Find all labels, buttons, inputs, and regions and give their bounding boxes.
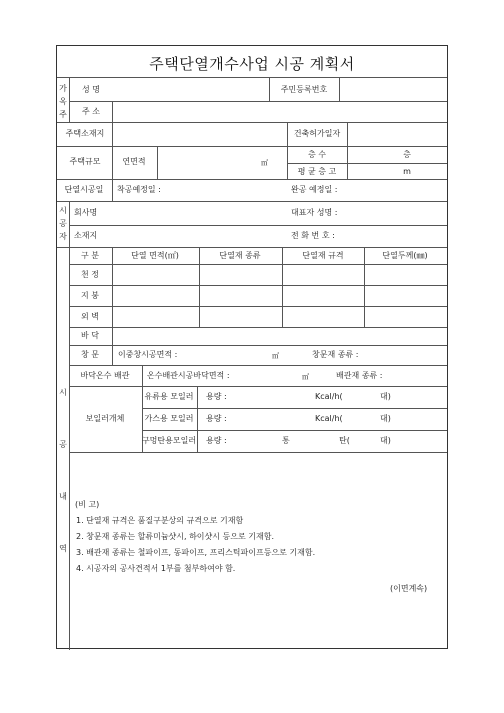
row-divider bbox=[57, 146, 447, 147]
gas-boiler-unit: Kcal/h( bbox=[315, 414, 343, 423]
boiler-label: 보일러개체 bbox=[85, 414, 125, 423]
coal-boiler-extra: 탄( bbox=[339, 436, 350, 445]
header-category: 구 분 bbox=[81, 251, 99, 260]
row-divider bbox=[69, 452, 447, 453]
ceo-label: 대표자 성명 : bbox=[291, 208, 338, 217]
row-divider bbox=[57, 122, 447, 123]
header-insulation-area: 단열 면적(㎡) bbox=[131, 251, 179, 260]
row-divider bbox=[69, 345, 447, 346]
row-divider bbox=[69, 386, 447, 387]
avg-height-label: 평 균 층 고 bbox=[297, 167, 337, 176]
row-divider bbox=[69, 225, 447, 226]
gas-boiler-capacity: 용량 : bbox=[206, 414, 227, 423]
col-divider bbox=[364, 247, 365, 327]
row-label-ceiling: 천 정 bbox=[81, 270, 99, 279]
col-divider bbox=[69, 77, 70, 122]
page-title: 주택단열개수사업 시공 계획서 bbox=[149, 55, 355, 73]
row-divider bbox=[287, 163, 447, 164]
row-divider bbox=[69, 285, 447, 286]
floor-area-label: 연면적 bbox=[122, 157, 146, 166]
row-divider bbox=[69, 101, 447, 102]
coal-boiler-label: 구멍탄용모일러 bbox=[141, 436, 197, 445]
end-date-label: 완공 예정일 : bbox=[291, 185, 338, 194]
start-date-label: 착공예정일 : bbox=[117, 185, 161, 194]
gas-boiler-count: 대) bbox=[380, 414, 391, 423]
row-label-floor: 바 닥 bbox=[81, 331, 99, 340]
row-divider bbox=[69, 365, 447, 366]
row-divider bbox=[142, 408, 447, 409]
row-divider bbox=[69, 306, 447, 307]
contractor-group-label: 시 공 자 bbox=[59, 206, 67, 241]
col-divider bbox=[269, 77, 270, 101]
row-divider bbox=[57, 201, 447, 202]
continued-note: (이면계속) bbox=[390, 584, 428, 593]
row-divider bbox=[57, 247, 447, 248]
applicant-name-label: 성 명 bbox=[82, 85, 100, 94]
id-number-label: 주민등록번호 bbox=[280, 85, 328, 94]
floor-area-unit: ㎡ bbox=[261, 159, 268, 167]
oil-boiler-unit: Kcal/h( bbox=[315, 392, 343, 401]
construction-plan-form bbox=[56, 45, 448, 649]
permit-date-label: 건축허가일자 bbox=[293, 129, 341, 138]
col-divider bbox=[197, 386, 198, 452]
col-divider bbox=[112, 179, 113, 201]
col-divider bbox=[347, 122, 348, 146]
coal-boiler-count: 대) bbox=[380, 436, 391, 445]
col-divider bbox=[112, 101, 113, 122]
row-divider bbox=[57, 77, 447, 78]
col-divider bbox=[339, 77, 340, 101]
floor-pipe-area-unit: ㎡ bbox=[302, 373, 309, 381]
note-item: 1. 단열재 규격은 품질구분상의 규격으로 기재함 bbox=[76, 516, 244, 525]
col-divider bbox=[69, 201, 70, 247]
oil-boiler-capacity: 용량 : bbox=[206, 392, 227, 401]
company-label: 회사명 bbox=[74, 208, 98, 217]
row-label-roof: 지 붕 bbox=[81, 291, 99, 300]
window-area-label: 이중창시공면적 : bbox=[118, 350, 178, 359]
row-divider bbox=[69, 327, 447, 328]
pipe-type-label: 배관재 종류 : bbox=[336, 371, 383, 380]
applicant-address-label: 주 소 bbox=[82, 107, 100, 116]
floors-label: 층 수 bbox=[308, 150, 326, 159]
col-divider bbox=[287, 122, 288, 179]
oil-boiler-label: 유류용 모일러 bbox=[144, 392, 194, 401]
phone-label: 전 화 번 호 : bbox=[291, 231, 335, 240]
col-divider bbox=[69, 247, 70, 650]
col-divider bbox=[112, 122, 113, 179]
col-divider bbox=[282, 247, 283, 327]
house-size-label: 주택규모 bbox=[69, 157, 101, 166]
height-unit: m bbox=[403, 167, 411, 176]
note-item: 2. 창문재 종류는 할류미늄샷시, 하이샷시 등으로 기재함. bbox=[76, 532, 274, 541]
window-label: 창 문 bbox=[81, 350, 99, 359]
window-area-unit: ㎡ bbox=[272, 352, 279, 360]
window-type-label: 창문재 종류 : bbox=[312, 350, 359, 359]
applicant-group-label: 가 옥 주 bbox=[59, 84, 67, 119]
gas-boiler-label: 가스용 모일러 bbox=[144, 414, 194, 423]
header-insulation-spec: 단열재 규격 bbox=[302, 251, 344, 260]
col-divider bbox=[157, 146, 158, 179]
col-divider bbox=[199, 247, 200, 327]
col-divider bbox=[112, 247, 113, 365]
row-label-wall: 외 벽 bbox=[81, 312, 99, 321]
floor-pipe-area-label: 온수배관시공바닥면적 : bbox=[147, 371, 230, 380]
row-divider bbox=[69, 264, 447, 265]
floor-pipe-label: 바닥온수 배관 bbox=[80, 371, 130, 380]
row-divider bbox=[57, 179, 447, 180]
notes-heading: (비 고) bbox=[75, 500, 100, 509]
period-label: 단열시공일 bbox=[64, 185, 104, 194]
col-divider bbox=[347, 146, 348, 179]
note-item: 4. 시공자의 공사견적서 1부를 첨부하여야 함. bbox=[76, 564, 236, 573]
header-insulation-type: 단열재 종류 bbox=[219, 251, 261, 260]
note-item: 3. 배관재 종류는 철파이프, 동파이프, 프리스틱파이프등으로 기재함. bbox=[76, 548, 316, 557]
coal-boiler-unit: 통 bbox=[282, 436, 290, 445]
header-insulation-thickness: 단열두께(㎜) bbox=[382, 251, 428, 260]
oil-boiler-count: 대) bbox=[380, 392, 391, 401]
coal-boiler-capacity: 용량 : bbox=[206, 436, 227, 445]
work-group-label: 시 공 내 역 bbox=[59, 388, 67, 553]
house-location-label: 주택소재지 bbox=[65, 129, 105, 138]
floors-unit: 층 bbox=[403, 150, 411, 159]
row-divider bbox=[142, 430, 447, 431]
contractor-address-label: 소재지 bbox=[74, 231, 98, 240]
